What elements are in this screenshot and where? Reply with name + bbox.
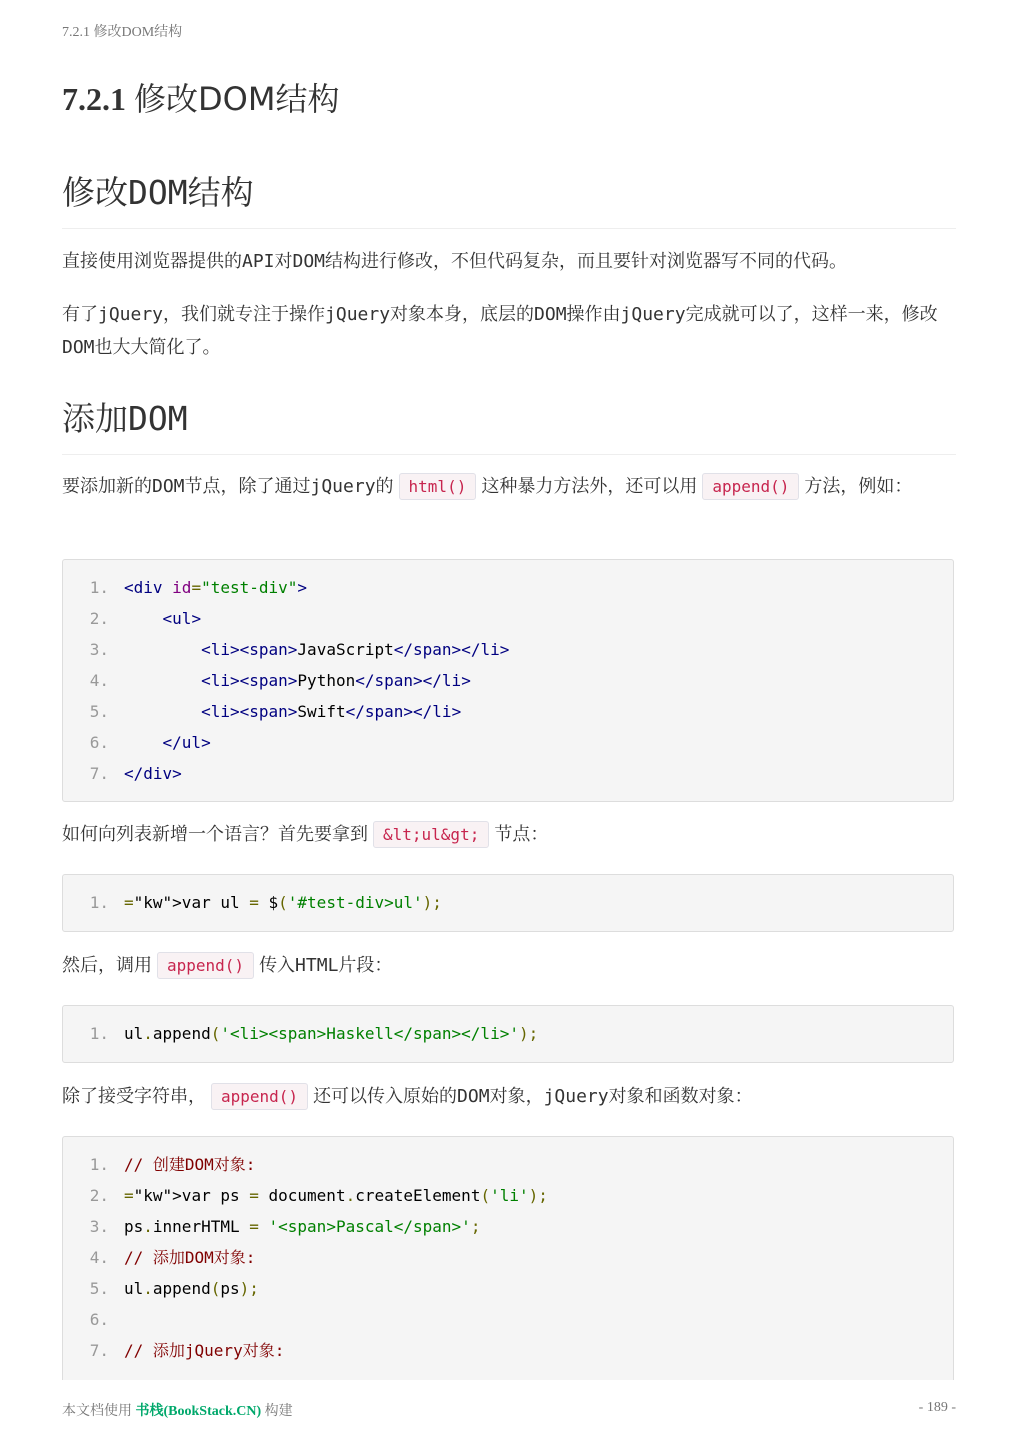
chapter-title [62, 78, 339, 120]
text: 方法，例如： [804, 476, 913, 497]
line-number: 1 . [83, 1018, 109, 1049]
chapter-title-text: 修改DOM结构 [134, 80, 340, 118]
code-text: ="kw">var ul = $('#test-div>ul'); [124, 893, 442, 912]
code-text: </ul> [162, 733, 211, 752]
code-text: // 创建DOM对象: [124, 1155, 256, 1174]
text: 这种暴力方法外，还可以用 [481, 476, 698, 497]
code-text: <li><span>Python</span></li> [201, 671, 471, 690]
code-line [63, 887, 953, 918]
text: 如何向列表新增一个语言？首先要拿到 [62, 824, 368, 845]
code-text: // 添加jQuery对象: [124, 1341, 285, 1360]
footer-brand-link[interactable]: 书栈(BookStack.CN) [135, 1404, 262, 1419]
code-line [63, 603, 953, 634]
code-line [63, 572, 953, 603]
line-number: 6 . [83, 727, 109, 758]
code-text: <ul> [162, 609, 202, 628]
paragraph-then-append [62, 949, 956, 982]
line-number: 4 . [83, 1242, 109, 1273]
inline-code: append() [702, 473, 799, 500]
line-number: 3 . [83, 1211, 109, 1242]
line-number: 7 . [83, 758, 109, 789]
code-block-append-html [62, 1005, 954, 1063]
running-header: 7.2.1 修改DOM结构 [62, 25, 183, 40]
code-block-select-ul [62, 874, 954, 932]
footer-prefix: 本文档使用 [62, 1404, 132, 1419]
paragraph-add-intro [62, 470, 956, 503]
code-line [63, 1180, 953, 1211]
inline-code: append() [211, 1083, 308, 1110]
code-line [63, 1211, 953, 1242]
section-heading-add-dom [62, 396, 956, 455]
paragraph-intro: 直接使用浏览器提供的API对DOM结构进行修改，不但代码复杂，而且要针对浏览器写不同的代码。 [62, 251, 848, 272]
chapter-number: 7.2.1 [62, 81, 126, 117]
inline-code: append() [157, 952, 254, 979]
code-text: ul.append('<li><span>Haskell</span></li>'); [124, 1024, 539, 1043]
code-block-html-example [62, 559, 954, 802]
footer-credit [62, 1400, 293, 1420]
inline-code: &lt;ul&gt; [373, 821, 489, 848]
line-number: 7 . [83, 1335, 109, 1366]
code-line [63, 1018, 953, 1049]
line-number: 6 . [83, 1304, 109, 1335]
code-line [63, 758, 953, 789]
paragraph-append-objects [62, 1080, 956, 1113]
code-line [63, 1335, 953, 1366]
code-text: <li><span>JavaScript</span></li> [201, 640, 510, 659]
code-block-append-objects [62, 1136, 954, 1380]
line-number: 2 . [83, 1180, 109, 1211]
code-text: </div> [124, 764, 182, 783]
paragraph-get-ul [62, 818, 956, 851]
code-text: <li><span>Swift</span></li> [201, 702, 462, 721]
code-line [63, 1242, 953, 1273]
code-text: <div id="test-div"> [124, 578, 308, 597]
line-number: 2 . [83, 603, 109, 634]
code-text: ul.append(ps); [124, 1279, 259, 1298]
line-number: 1 . [83, 572, 109, 603]
code-line [63, 665, 953, 696]
code-line [63, 1149, 953, 1180]
footer-suffix: 构建 [264, 1404, 293, 1419]
code-line [63, 634, 953, 665]
line-number: 4 . [83, 665, 109, 696]
text: 还可以传入原始的DOM对象，jQuery对象和函数对象： [313, 1086, 753, 1107]
text: 节点： [494, 824, 549, 845]
section-heading-text: 修改DOM结构 [62, 173, 254, 212]
text: 然后，调用 [62, 955, 152, 976]
paragraph-jquery: 有了jQuery，我们就专注于操作jQuery对象本身，底层的DOM操作由jQuery完成就可以了，这样一来，修改DOM也大大简化了。 [62, 304, 938, 358]
code-line [63, 696, 953, 727]
section-heading-text: 添加DOM [62, 399, 188, 438]
code-text: ="kw">var ps = document.createElement('li'); [124, 1186, 548, 1205]
code-line [63, 1273, 953, 1304]
line-number: 3 . [83, 634, 109, 665]
inline-code: html() [399, 473, 477, 500]
section-heading-modify-dom [62, 170, 956, 229]
text: 除了接受字符串， [62, 1086, 206, 1107]
code-text: // 添加DOM对象: [124, 1248, 256, 1267]
code-line [63, 727, 953, 758]
line-number: 5 . [83, 696, 109, 727]
line-number: 1 . [83, 1149, 109, 1180]
code-line [63, 1304, 953, 1335]
page-number: - 189 - [918, 1400, 956, 1415]
line-number: 1 . [83, 887, 109, 918]
code-text: ps.innerHTML = '<span>Pascal</span>'; [124, 1217, 481, 1236]
text: 要添加新的DOM节点，除了通过jQuery的 [62, 476, 394, 497]
line-number: 5 . [83, 1273, 109, 1304]
text: 传入HTML片段： [259, 955, 393, 976]
